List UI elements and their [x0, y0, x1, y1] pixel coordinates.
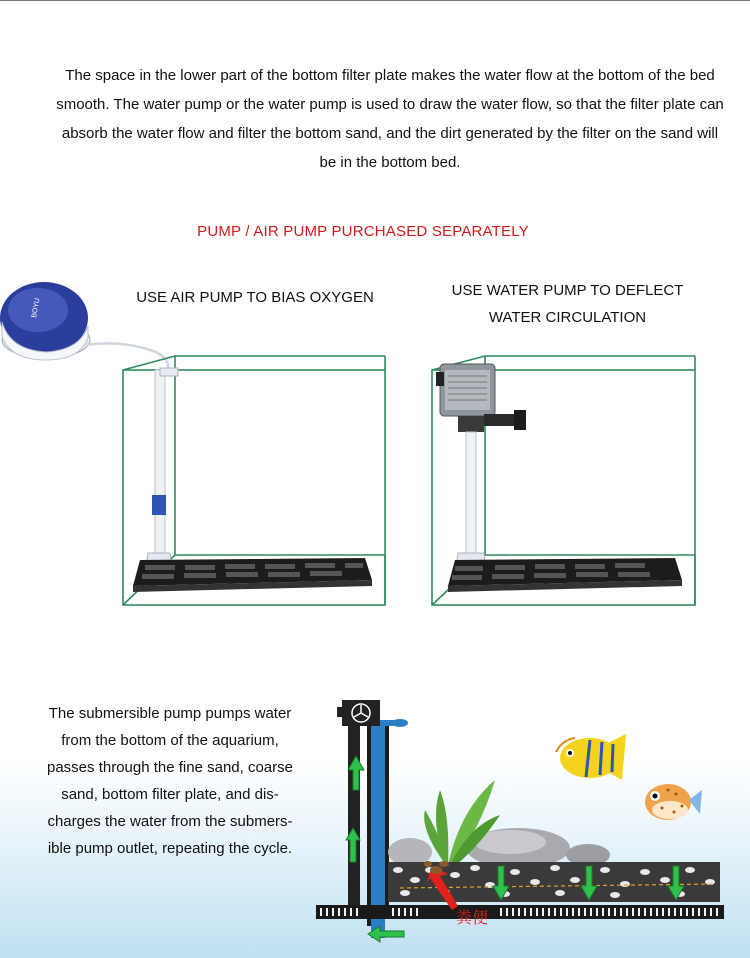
yellow-fish-image — [556, 734, 626, 780]
cycle-description-line: passes through the fine sand, coarse — [47, 759, 293, 776]
air-pump-image — [0, 282, 168, 370]
bottom-filter-plate — [316, 905, 724, 919]
cycle-description-line: sand, bottom filter plate, and dis- — [61, 786, 279, 803]
cycle-description-line: from the bottom of the aquarium, — [61, 732, 279, 749]
right-filter-plate — [448, 558, 682, 592]
air-tube — [146, 368, 178, 568]
left-filter-plate — [133, 558, 372, 592]
water-pump-image — [436, 364, 526, 568]
water-pump-caption-line2: WATER CIRCULATION — [488, 309, 647, 326]
pipe-shadow — [348, 726, 360, 911]
cycle-description — [20, 700, 320, 862]
air-pump-caption: USE AIR PUMP TO BIAS OXYGEN — [136, 289, 374, 306]
cycle-description-line: charges the water from the submers- — [47, 813, 293, 830]
dirt-label: 粪便 — [456, 908, 489, 927]
purchase-notice: PUMP / AIR PUMP PURCHASED SEPARATELY — [197, 223, 529, 240]
air-pump-logo: BOYU — [31, 297, 42, 319]
puffer-fish-image — [645, 784, 702, 820]
pump-head — [337, 700, 408, 727]
cycle-description-line: The submersible pump pumps water — [48, 705, 292, 722]
water-pump-caption-line1: USE WATER PUMP TO DEFLECT — [451, 282, 684, 299]
cycle-description-line: ible pump outlet, repeating the cycle. — [47, 840, 293, 857]
intro-paragraph: The space in the lower part of the bottom filter plate makes the water flow at the bottom of the bed smooth. The water pump or the water pump is used to draw the water flow, so that the filter plate can absorb the water flow and filter the bottom sand, and the dirt generated by the filter on the sand will be in the bottom bed. — [56, 67, 724, 171]
